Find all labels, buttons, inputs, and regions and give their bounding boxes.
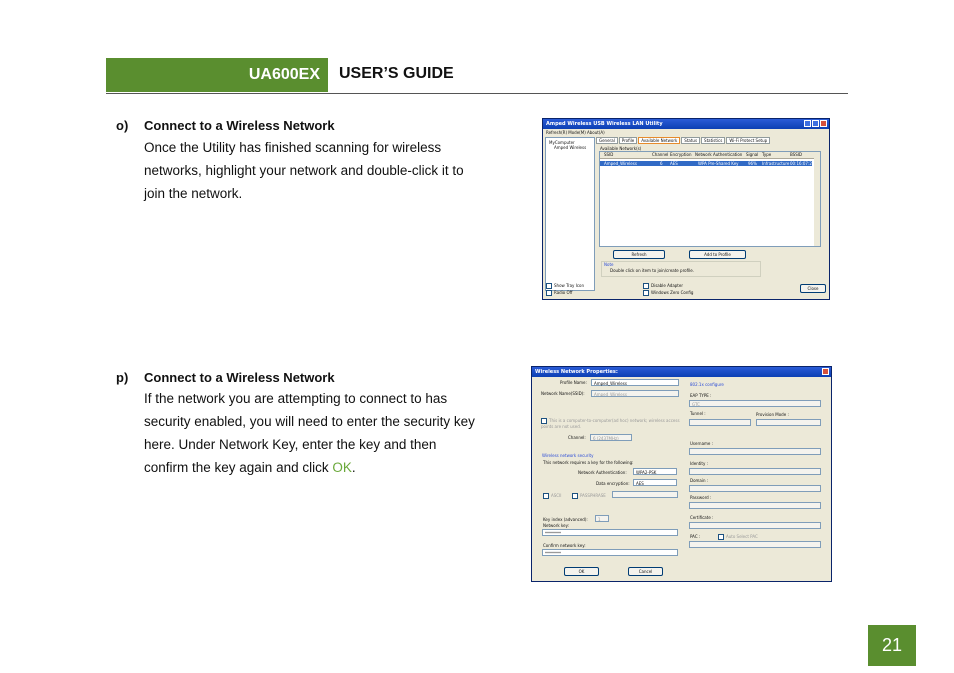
section-p-letter: p)	[116, 370, 129, 385]
header-product-band	[106, 58, 328, 92]
close-button[interactable]: Close	[800, 284, 826, 293]
section-o-line: join the network.	[144, 186, 243, 201]
certificate-select[interactable]	[689, 522, 821, 529]
utility-titlebar: Amped Wireless USB Wireless LAN Utility	[543, 119, 829, 129]
profile-name-input[interactable]: Amped_Wireless	[591, 379, 679, 386]
certificate-label: Certificate :	[690, 515, 714, 520]
utility-tabs	[596, 137, 770, 144]
column-header[interactable]: SSID	[604, 152, 614, 157]
profile-name-label: Profile Name:	[560, 380, 587, 385]
pac-select[interactable]	[689, 541, 821, 548]
section-o-line: networks, highlight your network and double-click it to	[144, 163, 464, 178]
tunnel-select[interactable]	[689, 419, 751, 426]
auto-pac-checkbox[interactable]: Auto Select PAC	[718, 534, 758, 540]
domain-input[interactable]	[689, 485, 821, 492]
close-icon[interactable]	[820, 120, 827, 127]
adhoc-checkbox[interactable]: This is a computer-to-computer(ad hoc) network; wireless access points are not used.	[541, 418, 680, 429]
tree-item[interactable]: MyComputer	[549, 140, 575, 145]
tunnel-label: Tunnel :	[690, 411, 706, 416]
available-label: Available Network(s)	[600, 146, 642, 151]
disable-adapter-checkbox[interactable]: Disable Adapter	[643, 283, 683, 289]
ascii-checkbox[interactable]: ASCII	[543, 493, 561, 499]
section-p-line: If the network you are attempting to connect to has	[144, 391, 448, 406]
pac-label: PAC :	[690, 534, 701, 539]
section-o-body	[144, 136, 514, 205]
section-o-line: Once the Utility has finished scanning for wireless	[144, 140, 442, 155]
identity-input[interactable]	[689, 468, 821, 475]
tab-general[interactable]: General	[596, 137, 618, 144]
section-o-letter: o)	[116, 118, 129, 133]
passphrase-checkbox[interactable]: PASSPHRASE	[572, 493, 606, 499]
username-input[interactable]	[689, 448, 821, 455]
section-p-line: here. Under Network Key, enter the key and then	[144, 437, 437, 452]
password-label: Password :	[690, 495, 712, 500]
radio-off-checkbox[interactable]: Radio Off	[546, 290, 572, 296]
properties-window	[531, 366, 832, 582]
section-o-title: Connect to a Wireless Network	[144, 118, 335, 133]
security-group-label: Wireless network security	[542, 453, 594, 458]
column-header[interactable]: Signal	[746, 152, 759, 157]
section-p-body	[144, 387, 514, 479]
ssid-input[interactable]: Amped_Wireless	[591, 390, 679, 397]
password-input[interactable]	[689, 502, 821, 509]
key-index-select[interactable]: 1	[595, 515, 609, 522]
tab-wps[interactable]: Wi-Fi Protect Setup	[726, 137, 770, 144]
tree-item[interactable]: Amped Wireless	[554, 145, 587, 150]
confirm-key-label: Confirm network key:	[543, 543, 586, 548]
dot1x-label: 802.1x configure	[690, 382, 724, 387]
confirm-key-input[interactable]: ********	[542, 549, 678, 556]
username-label: Username :	[690, 441, 714, 446]
section-p-line: security enabled, you will need to enter the security key	[144, 414, 475, 429]
vertical-scrollbar[interactable]	[814, 152, 820, 246]
section-p-last-line: confirm the key again and click OK.	[144, 460, 356, 475]
maximize-icon[interactable]	[812, 120, 819, 127]
enc-select[interactable]: AES	[633, 479, 677, 486]
header-product: UA600EX	[248, 66, 320, 83]
eap-type-label: EAP TYPE :	[690, 393, 712, 398]
enc-label: Data encryption:	[596, 481, 630, 486]
identity-label: Identity :	[690, 461, 708, 466]
network-key-input[interactable]: ********	[542, 529, 678, 536]
page-number: 21	[868, 625, 916, 666]
show-tray-checkbox[interactable]: Show Tray Icon	[546, 283, 584, 289]
provision-select[interactable]	[756, 419, 821, 426]
tab-statistics[interactable]: Statistics	[701, 137, 725, 144]
network-key-label: Network key:	[543, 523, 570, 528]
tab-available-network[interactable]: Available Network	[638, 137, 680, 144]
wzc-checkbox[interactable]: Windows Zero Config	[643, 290, 693, 296]
column-header[interactable]: Network Authentication	[695, 152, 743, 157]
cancel-button[interactable]: Cancel	[628, 567, 663, 576]
domain-label: Domain :	[690, 478, 709, 483]
channel-select[interactable]: 6 (2437MHz)	[590, 434, 632, 441]
section-p-title: Connect to a Wireless Network	[144, 370, 335, 385]
note-group: Note Double click on item to join/create profile.	[601, 261, 761, 277]
auth-select[interactable]: WPA2-PSK	[633, 468, 677, 475]
column-header[interactable]: Encryption	[670, 152, 692, 157]
column-header[interactable]: Type	[762, 152, 772, 157]
auth-label: Network Authentication:	[578, 470, 627, 475]
add-to-profile-button[interactable]: Add to Profile	[689, 250, 746, 259]
key-index-label: Key index (advanced):	[543, 517, 588, 522]
column-header[interactable]: BSSID	[790, 152, 803, 157]
requires-key-label: This network requires a key for the following:	[543, 460, 634, 465]
column-header[interactable]: Channel	[652, 152, 669, 157]
note-text: Double click on item to join/create profile.	[610, 268, 694, 273]
minimize-icon[interactable]	[804, 120, 811, 127]
table-row[interactable]: Amped_Wireless 6 AES WPA Pre-Shared Key 96% Infrastructure 00:16:07:20	[600, 161, 812, 166]
device-tree[interactable]	[545, 137, 595, 291]
properties-titlebar: Wireless Network Properties:	[532, 367, 831, 377]
tab-status[interactable]: Status	[681, 137, 700, 144]
ssid-label: Network Name(SSID):	[541, 391, 585, 396]
header-guide-title: USER’S GUIDE	[339, 65, 454, 82]
network-list[interactable]	[599, 151, 821, 247]
utility-window	[542, 118, 830, 300]
eap-type-select[interactable]: GTC	[689, 400, 821, 407]
list-header	[600, 152, 820, 159]
tab-profile[interactable]: Profile	[619, 137, 637, 144]
close-icon[interactable]	[822, 368, 829, 375]
utility-menubar[interactable]: Refresh(R) Mode(M) About(A)	[546, 130, 605, 135]
header-rule	[106, 93, 848, 94]
passphrase-input[interactable]	[612, 491, 678, 498]
ok-highlight: OK	[332, 460, 352, 475]
provision-label: Provision Mode :	[756, 412, 789, 417]
channel-label: Channel:	[568, 435, 586, 440]
refresh-button[interactable]: Refresh	[613, 250, 665, 259]
ok-button[interactable]: OK	[564, 567, 599, 576]
